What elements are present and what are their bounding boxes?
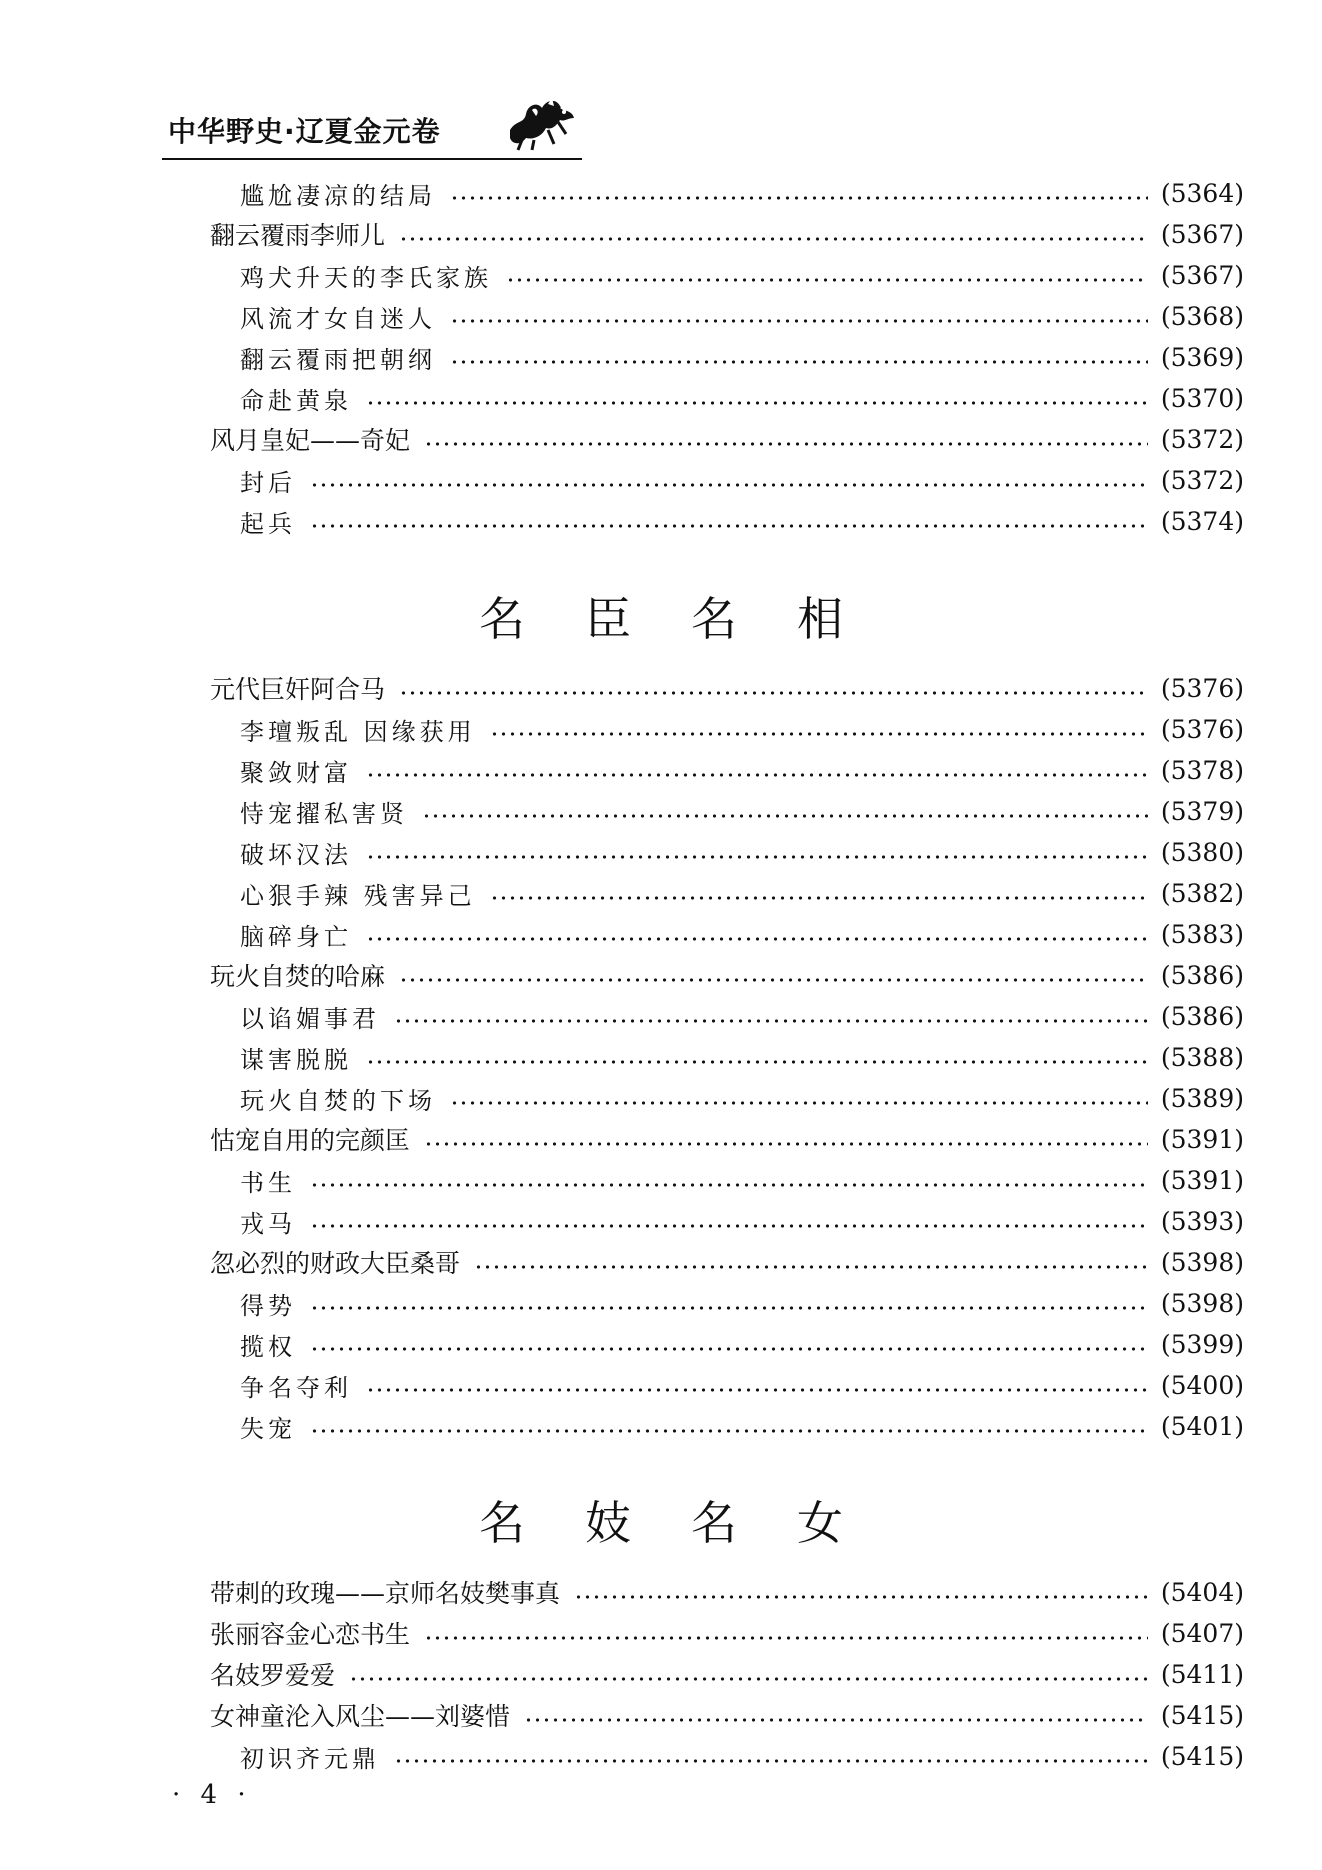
toc-entry: [210, 1242, 1244, 1282]
toc-subentry: [240, 1736, 1244, 1776]
toc-page-number: (5389): [1160, 1083, 1244, 1113]
dot-leader: [310, 1223, 1148, 1229]
toc-entry-title: 聚敛财富: [240, 758, 352, 787]
toc-page-number: (5368): [1160, 301, 1244, 331]
toc-entry-title: 失宠: [240, 1414, 296, 1443]
dot-leader: [422, 813, 1148, 819]
dot-leader: [524, 1717, 1148, 1723]
toc-entry: [210, 1572, 1244, 1612]
dot-leader: [450, 195, 1148, 201]
toc-entry-title: 揽权: [240, 1332, 296, 1361]
toc-entry-title: 争名夺利: [240, 1373, 352, 1402]
toc-subentry: [240, 996, 1244, 1036]
toc-entry-title: 名妓罗爱爱: [210, 1661, 336, 1690]
toc-page-number: (5386): [1160, 960, 1244, 990]
toc-entry: [210, 1119, 1244, 1159]
toc-page-number: (5415): [1160, 1741, 1244, 1771]
toc-page-number: (5398): [1160, 1247, 1244, 1277]
dot-leader: [450, 1100, 1148, 1106]
dot-leader: [506, 277, 1148, 283]
toc-subentry: [240, 1078, 1244, 1118]
toc-entry: [210, 1613, 1244, 1653]
toc-subentry: [240, 1324, 1244, 1364]
toc-page-number: (5404): [1160, 1577, 1244, 1607]
dot-leader: [310, 1346, 1148, 1352]
toc-entry-title: 起兵: [240, 509, 296, 538]
dot-leader: [366, 1387, 1148, 1393]
toc-subentry: [240, 914, 1244, 954]
toc-subentry: [240, 873, 1244, 913]
dot-leader: [366, 772, 1148, 778]
toc-entry-title: 鸡犬升天的李氏家族: [240, 263, 492, 292]
dot-leader: [310, 523, 1148, 529]
toc-page-number: (5367): [1160, 219, 1244, 249]
toc-subentry: [240, 832, 1244, 872]
dot-leader: [349, 1676, 1148, 1682]
dot-leader: [424, 1635, 1148, 1641]
toc-entry: [210, 668, 1244, 708]
toc-entry-title: 风流才女自迷人: [240, 304, 436, 333]
toc-page-number: (5401): [1160, 1411, 1244, 1441]
dot-leader: [366, 400, 1148, 406]
dot-leader: [366, 936, 1148, 942]
dot-leader: [424, 1141, 1148, 1147]
toc-entry-title: 风月皇妃——奇妃: [210, 426, 411, 455]
toc-subentry: [240, 460, 1244, 500]
toc-page-number: (5383): [1160, 919, 1244, 949]
toc-page-number: (5372): [1160, 424, 1244, 454]
toc-page-number: (5386): [1160, 1001, 1244, 1031]
toc-page-number: (5393): [1160, 1206, 1244, 1236]
toc-page-number: (5369): [1160, 342, 1244, 372]
toc-entry-title: 恃宠擢私害贤: [240, 799, 408, 828]
toc-subentry: [240, 173, 1244, 213]
dot-leader: [310, 1305, 1148, 1311]
toc-entry-title: 得势: [240, 1291, 296, 1320]
toc-page-number: (5398): [1160, 1288, 1244, 1318]
toc-page-number: (5407): [1160, 1618, 1244, 1648]
toc-entry-title: 破坏汉法: [240, 840, 352, 869]
toc-entry-title: 翻云覆雨李师儿: [210, 221, 386, 250]
toc-page-number: (5391): [1160, 1124, 1244, 1154]
toc-entry: [210, 1654, 1244, 1694]
toc-page-number: (5380): [1160, 837, 1244, 867]
toc-subentry: [240, 1160, 1244, 1200]
dot-leader: [424, 441, 1148, 447]
dot-leader: [310, 1428, 1148, 1434]
toc-page-number: (5399): [1160, 1329, 1244, 1359]
toc-entry-title: 书生: [240, 1168, 296, 1197]
dot-leader: [310, 482, 1148, 488]
toc-page-number: (5376): [1160, 714, 1244, 744]
toc-entry-title: 怙宠自用的完颜匡: [210, 1126, 411, 1155]
dot-leader: [399, 236, 1148, 242]
toc-entry-title: 命赴黄泉: [240, 386, 352, 415]
toc-subentry: [240, 501, 1244, 541]
toc-entry-title: 忽必烈的财政大臣桑哥: [210, 1249, 461, 1278]
toc-page-number: (5376): [1160, 673, 1244, 703]
dot-leader: [490, 895, 1148, 901]
toc-subentry: [240, 1406, 1244, 1446]
toc-entry: [210, 419, 1244, 459]
toc-subentry: [240, 1037, 1244, 1077]
toc-page-number: (5415): [1160, 1700, 1244, 1730]
toc-entry: [210, 955, 1244, 995]
toc-entry-title: 封后: [240, 468, 296, 497]
toc-subentry: [240, 337, 1244, 377]
toc-entry-title: 李璮叛乱 因缘获用: [240, 717, 476, 746]
page-number: · 4 ·: [172, 1780, 252, 1810]
dot-leader: [310, 1182, 1148, 1188]
dot-leader: [366, 1059, 1148, 1065]
section-title-courtesans: 名妓名女: [479, 1496, 903, 1550]
toc-entry-title: 玩火自焚的哈麻: [210, 962, 386, 991]
toc-entry-title: 心狠手辣 残害异己: [240, 881, 476, 910]
toc-page-number: (5374): [1160, 506, 1244, 536]
toc-page-number: (5378): [1160, 755, 1244, 785]
toc-page-number: (5400): [1160, 1370, 1244, 1400]
dot-leader: [394, 1018, 1148, 1024]
toc-entry-title: 翻云覆雨把朝纲: [240, 345, 436, 374]
toc-entry-title: 元代巨奸阿合马: [210, 675, 386, 704]
dot-leader: [490, 731, 1148, 737]
toc-entry-title: 女神童沦入风尘——刘婆惜: [210, 1702, 511, 1731]
toc-subentry: [240, 709, 1244, 749]
dot-leader: [394, 1758, 1148, 1764]
dot-leader: [574, 1594, 1148, 1600]
toc-entry-title: 初识齐元鼎: [240, 1744, 380, 1773]
dot-leader: [366, 854, 1148, 860]
toc-subentry: [240, 750, 1244, 790]
dot-leader: [474, 1264, 1148, 1270]
toc-subentry: [240, 1283, 1244, 1323]
toc-subentry: [240, 378, 1244, 418]
dot-leader: [399, 690, 1148, 696]
toc-page-number: (5379): [1160, 796, 1244, 826]
toc-entry-title: 以谄媚事君: [240, 1004, 380, 1033]
toc-page-number: (5391): [1160, 1165, 1244, 1195]
toc-entry: [210, 214, 1244, 254]
toc-page-number: (5411): [1160, 1659, 1244, 1689]
toc-subentry: [240, 1365, 1244, 1405]
toc-subentry: [240, 296, 1244, 336]
toc-page-number: (5364): [1160, 178, 1244, 208]
toc-entry-title: 脑碎身亡: [240, 922, 352, 951]
dot-leader: [450, 318, 1148, 324]
toc-entry-title: 戎马: [240, 1209, 296, 1238]
toc-page-number: (5370): [1160, 383, 1244, 413]
toc-entry-title: 谋害脱脱: [240, 1045, 352, 1074]
toc-subentry: [240, 791, 1244, 831]
dot-leader: [450, 359, 1148, 365]
toc-subentry: [240, 1201, 1244, 1241]
toc-page-number: (5382): [1160, 878, 1244, 908]
toc-page-number: (5372): [1160, 465, 1244, 495]
toc-page-number: (5367): [1160, 260, 1244, 290]
toc-entry-title: 张丽容金心恋书生: [210, 1620, 411, 1649]
toc-entry: [210, 1695, 1244, 1735]
dot-leader: [399, 977, 1148, 983]
toc-subentry: [240, 255, 1244, 295]
book-title: 中华野史·辽夏金元卷: [168, 115, 441, 148]
toc-entry-title: 玩火自焚的下场: [240, 1086, 436, 1115]
toc-page-number: (5388): [1160, 1042, 1244, 1072]
toc-entry-title: 尴尬凄凉的结局: [240, 181, 436, 210]
toc-entry-title: 带刺的玫瑰——京师名妓樊事真: [210, 1579, 561, 1608]
section-title-ministers: 名臣名相: [479, 592, 903, 646]
